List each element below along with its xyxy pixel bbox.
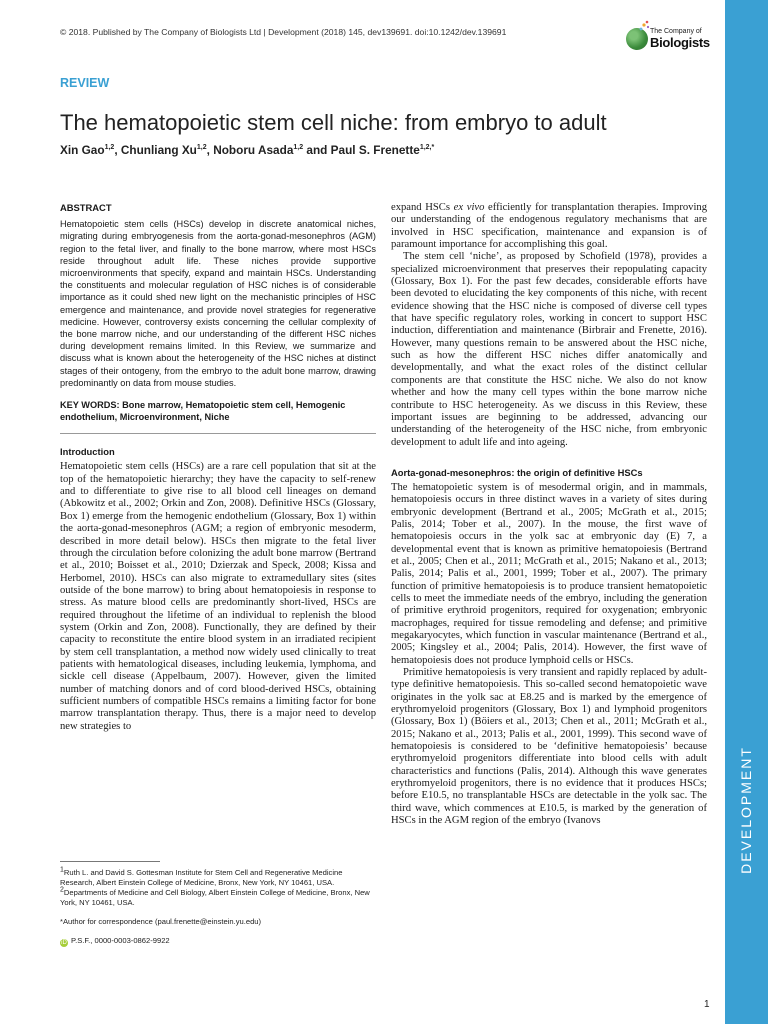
orcid-line xyxy=(60,936,376,947)
abstract-heading: ABSTRACT xyxy=(60,202,112,213)
author-name: Paul S. Frenette xyxy=(330,143,420,157)
footnote-mark: 1 xyxy=(60,866,64,874)
abstract-divider xyxy=(60,433,376,434)
footnote-divider xyxy=(60,861,160,862)
author-list xyxy=(60,143,434,157)
author-affiliation: 1,2 xyxy=(104,144,115,152)
article-type: REVIEW xyxy=(60,76,110,90)
author-name: Chunliang Xu xyxy=(120,143,197,157)
abstract-section xyxy=(60,202,376,423)
paragraph-text: efficiently for transplantation therapies. Improving our understanding of the endogenous regulatory mechanisms that are involved in HSC specification, maintenance and expansion is of paramount importance for accomplishing this goal. xyxy=(391,202,707,251)
affiliation-text: Ruth L. and David S. Gottesman Institute for Stem Cell and Regenerative Medicine Research, Albert Einstein College of Medicine, Bronx, New York, NY 10461, USA. xyxy=(60,868,343,887)
paragraph: Primitive hematopoiesis is very transient and rapidly replaced by adult-type definitive hematopoiesis. This so-called second hematopoietic wave originates in the yolk sac at E8.25 and is marked by the emergence of erythromyeloid progenitors (Glossary, Box 1) and lymphoid progenitors (Glossary, Box 1) (Böiers et al., 2013; Chen et al., 2011; McGrath et al., 2015; Nakano et al., 2013; Palis et al., 2001, 1999). This second wave of hematopoiesis is considered to be ‘definitive hematopoiesis’ because erythromyeloid progenitors differentiate into blood cells with adult characteristics and functions (Palis, 2014). Although this wave generates erythromyeloid progenitors, there is no evidence that it produces HSCs; before E10.5, no transplantable HSCs are detectable in the yolk sac. The third wave, which commences at E10.5, is marked by the generation of HSCs in the AGM region of the embryo (Ivanovs xyxy=(391,667,707,827)
affiliation-2 xyxy=(60,888,376,908)
article-title: The hematopoietic stem cell niche: from embryo to adult xyxy=(60,110,607,135)
abstract-text: Hematopoietic stem cells (HSCs) develop in discrete anatomical niches, migrating during embryogenesis from the aorta-gonad-mesonephros (AGM) region to the fetal liver, and finally to the bone marrow, where most HSCs reside throughout adult life. These niches provide supportive microenvironments that specify, expand and maintain HSCs. Understanding the constituents and molecular regulation of HSC niches is of considerable importance as it could shed new light on the mechanistic principles of HSC emergence and maintenance, and provide novel strategies for regenerative medicine. However, controversy exists concerning the cellular complexity of the bone marrow niche, and our understanding of the different HSC niches during development remains limited. In this Review, we summarize and discuss what is known about the heterogeneity of the HSC niches at distinct stages of their ontogeny, from the embryo to the adult bone marrow, drawing predominantly on data from mouse studies. xyxy=(60,219,376,388)
author-separator: , xyxy=(206,143,214,157)
author-name: Xin Gao xyxy=(60,143,105,157)
introduction-text: Hematopoietic stem cells (HSCs) are a rare cell population that sit at the top of the hematopoietic hierarchy; they have the capacity to self-renew and to differentiate to give rise to all blood cell lineages on demand (Abkowitz et al., 2002; Orkin and Zon, 2008). Definitive HSCs (Glossary, Box 1) emerge from the hemogenic endothelium (Glossary, Box 1) within the aorta-gonad-mesonephros (AGM; a region of embryonic mesoderm, described in more detail below). HSCs then migrate to the fetal liver through the circulation before colonizing the adult bone marrow (Bertrand et al., 2010; Boisset et al., 2010; Dzierzak and Speck, 2008; Kissa and Herbomel, 2010). HSCs can also migrate to extramedullary sites (sites outside of the bone marrow) to bring about hematopoiesis in response to stress. As mature blood cells are predominantly short-lived, HSCs are required throughout the lifetime of an individual to replenish the blood system (Orkin and Zon, 2008). Functionally, they are defined by their capacity to reconstitute the entire blood system in an irradiated recipient by stem cell transplantation, a method now widely used clinically to treat patients with hematological diseases, including leukemia, lymphoma, and sickle cell disease (Appelbaum, 2007). However, given the limited number of matching donors and of cord blood-derived HSCs, obtaining sufficient numbers of compatible HSCs remains a limiting factor for bone marrow transplantation therapy. Thus, there is a major need to develop new strategies to xyxy=(60,461,376,732)
author-affiliation: 1,2 xyxy=(293,144,304,152)
publisher-logo xyxy=(626,20,710,56)
journal-citation-header: © 2018. Published by The Company of Biologists Ltd | Development (2018) 145, dev139691. doi:10.1242/dev.139691 xyxy=(60,27,507,37)
italic-text: ex vivo xyxy=(453,202,485,213)
logo-line1: The Company of xyxy=(650,28,702,35)
author-name: Noboru Asada xyxy=(213,143,294,157)
introduction-heading: Introduction xyxy=(60,446,115,458)
author-affiliation: 1,2,* xyxy=(419,144,435,152)
orcid-text[interactable]: P.S.F., 0000-0003-0862-9922 xyxy=(71,936,170,945)
affiliation-text: Departments of Medicine and Cell Biology, Albert Einstein College of Medicine, Bronx, New York, NY 10461, USA. xyxy=(60,888,370,907)
page-number: 1 xyxy=(704,999,710,1010)
left-column xyxy=(60,202,376,733)
footnote-mark: 2 xyxy=(60,886,64,894)
paragraph: The hematopoietic system is of mesodermal origin, and in mammals, hematopoiesis occurs in three distinct waves in a variety of sites during embryonic development (Bertrand et al., 2005; McGrath et al., 2015; Palis, 2014; Tober et al., 2007). In the mouse, the first wave of hematopoiesis occurs in the yolk sac at embryonic day (E) 7, a developmental event that is known as primitive hematopoiesis (Bertrand et al., 2005; Chen et al., 2011; McGrath et al., 2015; Nakano et al., 2013; Palis, 2014; Palis et al., 2001, 1999; Tober et al., 2007). The primary function of primitive hematopoiesis is to produce transient hematopoietic cells to meet the immediate needs of the embryo, including the generation of primitive erythroid progenitors, required for oxygenation; embryonic macrophages, required for tissue remodeling and defense; and primitive megakaryocytes, which function in vascular maintenance (Bertrand et al., 2005; Kingsley et al., 2004; Palis, 2014). However, the first wave of hematopoiesis does not produce lymphoid cells or HSCs. xyxy=(391,481,707,666)
agm-section-heading: Aorta-gonad-mesonephros: the origin of definitive HSCs xyxy=(391,466,643,478)
right-column xyxy=(391,202,707,828)
footnotes xyxy=(60,868,376,947)
author-separator: and xyxy=(303,143,331,157)
affiliation-1 xyxy=(60,868,376,888)
logo-line2: Biologists xyxy=(650,35,710,50)
keywords: KEY WORDS: Bone marrow, Hematopoietic stem cell, Hemogenic endothelium, Microenvironment, Niche xyxy=(60,400,346,423)
orcid-icon: iD xyxy=(61,940,67,946)
author-separator: , xyxy=(114,143,121,157)
logo-dots-icon xyxy=(638,20,650,32)
paragraph xyxy=(391,202,707,251)
paragraph-text: expand HSCs xyxy=(391,202,454,213)
side-band-label: DEVELOPMENT xyxy=(738,746,754,874)
paragraph: The stem cell ‘niche’, as proposed by Schofield (1978), provides a specialized microenvironment that preserves their repopulating capacity (Glossary, Box 1). For the past few decades, considerable efforts have been devoted to elucidating the key components of this niche, with recent evidence showing that the HSC niche is composed of diverse cell types that have specific regulatory roles, working in concert to support HSC induction, differentiation and maintenance (Birbrair and Frenette, 2016). However, many questions remain to be answered about the HSC niche, such as how the different HSC niches differ anatomically and developmentally, and what the exact roles of the distinct cellular components are that constitute the HSC niche. We also do not know whether and how the many cell types within the bone marrow niche contribute to HSC heterogeneity. As we discuss in this Review, these important issues are beginning to be addressed, advancing our understanding of the heterogeneity of the HSC niche, from embryonic development to adult life and into ageing. xyxy=(391,251,707,448)
correspondence: *Author for correspondence (paul.frenette@einstein.yu.edu) xyxy=(60,917,262,926)
author-affiliation: 1,2 xyxy=(196,144,207,152)
